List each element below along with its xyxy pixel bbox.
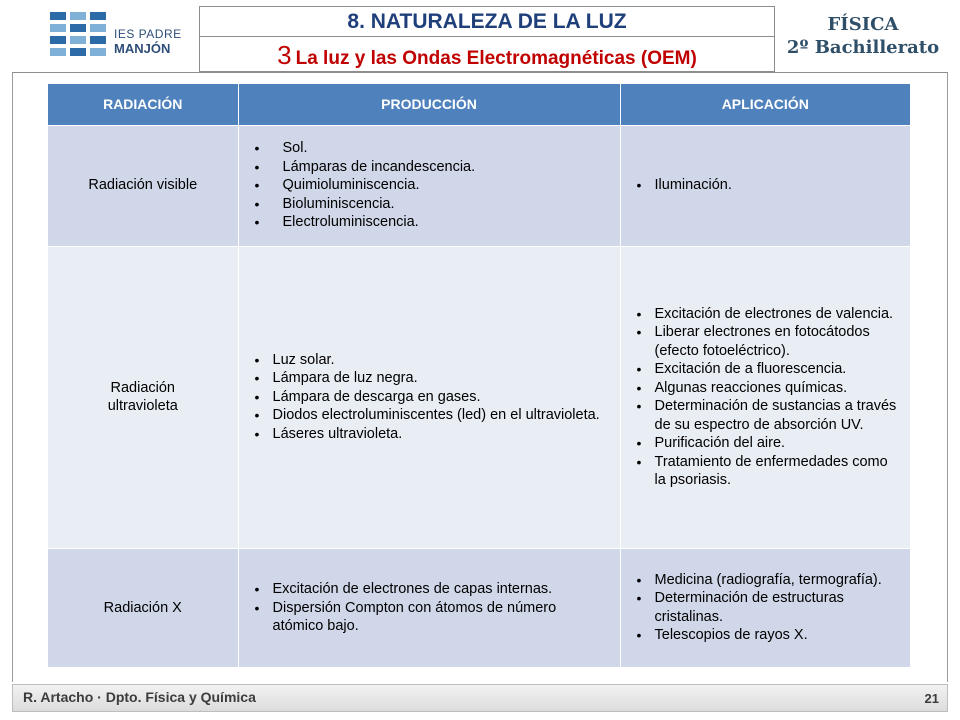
list-item: • Quimioluminiscencia. [253, 176, 610, 195]
list-item: • Diodos electroluminiscentes (led) en el ultravioleta. [253, 406, 610, 425]
production-list [239, 139, 620, 232]
application-cell [620, 246, 910, 548]
header-radiation: RADIACIÓN [48, 84, 238, 125]
radiation-name: Radiación X [48, 548, 238, 667]
production-list [239, 351, 620, 444]
list-item: • Luz solar. [253, 351, 610, 370]
header-production: PRODUCCIÓN [238, 84, 620, 125]
application-list [621, 305, 911, 490]
list-item: • Electroluminiscencia. [253, 213, 610, 232]
radiation-table [48, 84, 910, 667]
list-item: • Dispersión Compton con átomos de número atómico bajo. [253, 599, 610, 636]
list-item: • Purificación del aire. [635, 434, 901, 453]
logo-grid-icon [50, 12, 108, 64]
table-row [48, 246, 910, 548]
list-item: • Excitación de a fluorescencia. [635, 360, 901, 379]
list-item: • Algunas reacciones químicas. [635, 379, 901, 398]
list-item: • Láseres ultravioleta. [253, 425, 610, 444]
subject-label [778, 6, 948, 70]
subtitle-number: 3 [277, 40, 292, 70]
table-header-row [48, 84, 910, 125]
application-cell [620, 125, 910, 246]
list-item: • Bioluminiscencia. [253, 195, 610, 214]
production-cell [238, 548, 620, 667]
logo-text [114, 28, 182, 56]
table-row [48, 125, 910, 246]
page-number: 21 [924, 691, 939, 706]
title-frame [199, 6, 775, 72]
list-item: • Determinación de sustancias a través de su espectro de absorción UV. [635, 397, 901, 434]
production-cell [238, 246, 620, 548]
list-item: • Tratamiento de enfermedades como la psoriasis. [635, 453, 901, 490]
page-title: 8. NATURALEZA DE LA LUZ [200, 7, 774, 37]
frame-divider [12, 72, 948, 73]
application-list [621, 176, 911, 195]
frame-left-border [12, 72, 13, 682]
list-item: • Medicina (radiografía, termografía). [635, 571, 901, 590]
list-item: • Sol. [253, 139, 610, 158]
frame-right-border [947, 72, 948, 682]
application-cell [620, 548, 910, 667]
school-logo [14, 6, 198, 70]
list-item: • Iluminación. [635, 176, 901, 195]
production-list [239, 580, 620, 636]
page-subtitle [200, 38, 774, 71]
production-cell [238, 125, 620, 246]
list-item: • Excitación de electrones de valencia. [635, 305, 901, 324]
list-item: • Telescopios de rayos X. [635, 626, 901, 645]
subtitle-text: La luz y las Ondas Electromagnéticas (OEM) [295, 48, 697, 69]
logo-line-1: IES PADRE [114, 27, 182, 41]
course-name: 2º Bachillerato [786, 37, 940, 58]
list-item: • Lámparas de incandescencia. [253, 158, 610, 177]
subject-name: FÍSICA [827, 14, 899, 35]
list-item: • Determinación de estructuras cristalinas. [635, 589, 901, 626]
header-application: APLICACIÓN [620, 84, 910, 125]
footer-bar [12, 684, 948, 712]
logo-line-2: MANJÓN [114, 41, 171, 56]
table-row [48, 548, 910, 667]
footer-author: R. Artacho · Dpto. Física y Química [23, 689, 256, 705]
radiation-name: Radiación ultravioleta [48, 246, 238, 548]
radiation-name: Radiación visible [48, 125, 238, 246]
list-item: • Lámpara de descarga en gases. [253, 388, 610, 407]
list-item: • Lámpara de luz negra. [253, 369, 610, 388]
application-list [621, 571, 911, 645]
list-item: • Excitación de electrones de capas internas. [253, 580, 610, 599]
list-item: • Liberar electrones en fotocátodos (efecto fotoeléctrico). [635, 323, 901, 360]
